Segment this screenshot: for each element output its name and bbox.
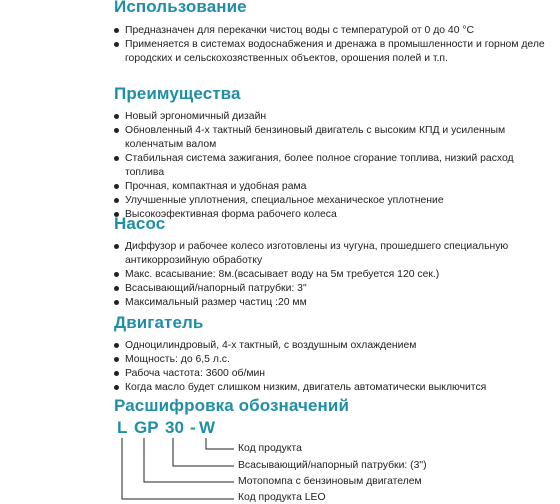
advantages-list (114, 110, 554, 222)
list-item: Максимальный размер частиц :20 мм (114, 296, 554, 310)
engine-list (114, 339, 554, 395)
list-item: Новый эргономичный дизайн (114, 110, 554, 124)
list-item: Когда масло будет слишком низким, двигатель автоматически выключится (114, 381, 554, 395)
bullet-icon (114, 357, 119, 362)
list-item: Диффузор и рабочее колесо изготовлены из чугуна, прошедшего специальную антикоррозийную обработку (114, 240, 554, 268)
list-item: Прочная, компактная и удобная рама (114, 180, 554, 194)
decoding-heading: Расшифровка обозначений (114, 396, 350, 415)
bullet-icon (114, 286, 119, 291)
legend-brand-code: Код продукта LEO (238, 492, 326, 503)
connector-line-motor-pump (144, 438, 234, 482)
pump-heading: Насос (114, 214, 166, 233)
bullet-icon (114, 114, 119, 119)
engine-heading: Двигатель (114, 313, 204, 332)
legend-motor-pump: Мотопомпа с бензиновым двигателем (238, 476, 422, 487)
bullet-icon (114, 128, 119, 133)
bullet-icon (114, 198, 119, 203)
bullet-icon (114, 343, 119, 348)
bullet-icon (114, 156, 119, 161)
list-item: Высокоэфективная форма рабочего колеса (114, 208, 554, 222)
bullet-icon (114, 371, 119, 376)
usage-heading: Использование (114, 0, 247, 16)
list-item: Применяется в системах водоснабжения и дренажа в промышленности и горном деле городских и сельскохозяственных объектов, орошения полей и т.п. (114, 38, 554, 66)
usage-list (114, 24, 554, 66)
list-item: Стабильная система зажигания, более полное сгорание топлива, низкий расход топлива (114, 152, 554, 180)
list-item: Обновленный 4-х тактный бензиновый двигатель с высоким КПД и усиленным коленчатым валом (114, 124, 554, 152)
connector-line-ports (173, 438, 234, 466)
code-letter-w: W (199, 418, 216, 437)
bullet-icon (114, 244, 119, 249)
list-item: Предназначен для перекачки чистоц воды с температурой от 0 до 40 °С (114, 24, 554, 38)
list-item: Одноцилиндровый, 4-х тактный, с воздушным охлаждением (114, 339, 554, 353)
bullet-icon (114, 28, 119, 33)
legend-product-code: Код продукта (238, 443, 302, 454)
list-item: Всасывающий/напорный патрубки: 3" (114, 282, 554, 296)
pump-list (114, 240, 554, 310)
bullet-icon (114, 385, 119, 390)
bullet-icon (114, 42, 119, 47)
bullet-icon (114, 300, 119, 305)
list-item: Улучшенные уплотнения, специальное механическое уплотнение (114, 194, 554, 208)
advantages-heading: Преимущества (114, 84, 241, 103)
connector-line-product-code (206, 438, 234, 449)
bullet-icon (114, 272, 119, 277)
code-dash: - (190, 418, 196, 437)
connector-line-brand (122, 438, 234, 499)
code-number: 30 (165, 418, 184, 437)
list-item: Макс. всасывание: 8м.(всасывает воду на 5м требуется 120 сек.) (114, 268, 554, 282)
list-item: Мощность: до 6,5 л.с. (114, 353, 554, 367)
legend-ports: Всасывающий/напорный патрубки: (3") (238, 460, 427, 471)
code-letter-l: L (117, 418, 128, 437)
code-letter-gp: GP (134, 418, 159, 437)
bullet-icon (114, 184, 119, 189)
list-item: Рабоча частота: 3600 об/мин (114, 367, 554, 381)
